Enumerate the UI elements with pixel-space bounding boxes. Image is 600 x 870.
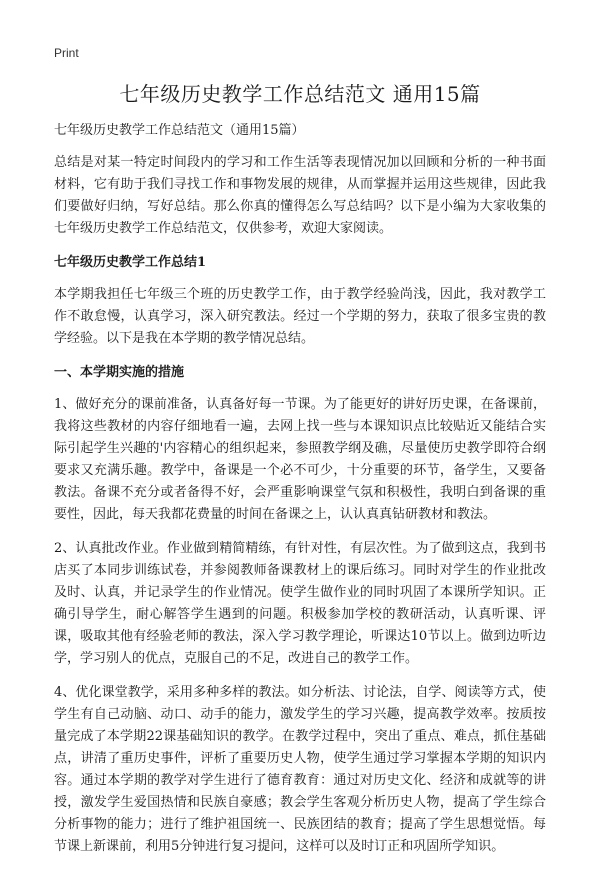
page-title: 七年级历史教学工作总结范文 通用15篇	[119, 82, 481, 106]
list-item-1: 1、做好充分的课前准备，认真备好每一节课。为了能更好的讲好历史课，在备课前，我将这些教材的内容仔细地看一遍，去网上找一些与本课知识点比较贴近又能结合实际引起学生兴趣的'内容精心的组织起来，参照教学纲及礁，尽量使历史教学即符合纲要求又充满乐趣。教学中，备课是一个必不可少，十分重要的环节，备学生，又要备教法。备课不充分或者备得不好，会严重影响课堂气氛和积极性，我明白到备课的重要性，因此，每天我都花费量的时间在备课之上，认认真真钻研教材和教法。	[54, 397, 546, 522]
print-link[interactable]: Print	[54, 46, 79, 60]
list-item-2: 2、认真批改作业。作业做到精简精练，有针对性，有层次性。为了做到这点，我到书店买了本同步训练试卷，并参阅教师备课教材上的课后练习。同时对学生的作业批改及时、认真，并记录学生的作业情况。使学生做作业的同时巩固了本课所学知识。正确引导学生，耐心解答学生遇到的问题。积极参加学校的教研活动，认真听课、评课，吸取其他有经验老师的教法，深入学习教学理论，听课达10节以上。做到边听边学，学习别人的优点，克服自己的不足，改进自己的教学工作。	[54, 541, 546, 666]
section-heading: 七年级历史教学工作总结1	[54, 255, 207, 270]
document-subtitle: 七年级历史教学工作总结范文（通用15篇）	[54, 123, 305, 138]
list-item-4: 4、优化课堂教学，采用多种多样的教法。如分析法、讨论法，自学、阅读等方式，使学生有自己动脑、动口、动手的能力，激发学生的学习兴趣，提高教学效率。按质按量完成了本学期22课基础知识的教学。在教学过程中，突出了重点、难点，抓住基础点，讲清了重历史事件，评析了重要历史人物，使学生通过学习掌握本学期的知识内容。通过本学期的教学对学生进行了德育教育：通过对历史文化、经济和成就等的讲授，激发学生爱国热情和民族自豪感；教会学生客观分析历史人物，提高了学生综合分析事物的能力；进行了维护祖国统一、民族团结的教育；提高了学生思想觉悟。每节课上新课前，利用5分钟进行复习提问，这样可以及时订正和巩固所学知识。	[54, 685, 546, 854]
intro-paragraph: 总结是对某一特定时间段内的学习和工作生活等表现情况加以回顾和分析的一种书面材料，它有助于我们寻找工作和事物发展的规律，从而掌握并运用这些规律，因此我们要做好归纳，写好总结。那么你真的懂得怎么写总结吗？以下是小编为大家收集的七年级历史教学工作总结范文，仅供参考，欢迎大家阅读。	[54, 155, 546, 236]
part-heading: 一、本学期实施的措施	[54, 365, 185, 380]
document-body	[54, 120, 546, 870]
section-paragraph: 本学期我担任七年级三个班的历史教学工作，由于教学经验尚浅，因此，我对教学工作不敢怠慢，认真学习，深入研究教法。经过一个学期的努力，获取了很多宝贵的教学经验。以下是我在本学期的教学情况总结。	[54, 287, 546, 346]
